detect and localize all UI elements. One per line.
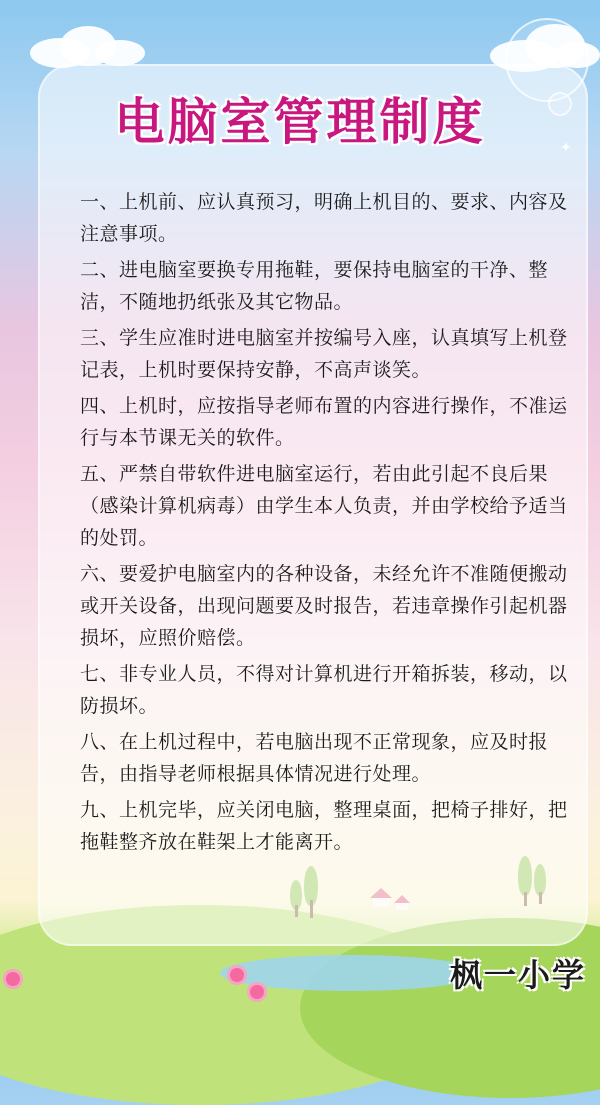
rules-list bbox=[80, 186, 570, 862]
page-title: 电脑室管理制度 bbox=[114, 93, 486, 151]
rule-item: 五、严禁自带软件进电脑室运行，若由此引起不良后果（感染计算机病毒）由学生本人负责，并由学校给予适当的处罚。 bbox=[80, 463, 568, 549]
flower-icon bbox=[250, 985, 264, 999]
school-name: 枫一小学 bbox=[449, 956, 586, 994]
rule-item: 二、进电脑室要换专用拖鞋，要保持电脑室的干净、整洁，不随地扔纸张及其它物品。 bbox=[80, 259, 549, 313]
rule-item: 六、要爱护电脑室内的各种设备，未经允许不准随便搬动或开关设备，出现问题要及时报告，若违章操作引起机器损坏，应照价赔偿。 bbox=[80, 563, 568, 649]
rule-item: 八、在上机过程中，若电脑出现不正常现象，应及时报告，由指导老师根据具体情况进行处理。 bbox=[80, 731, 549, 785]
rule-item: 七、非专业人员，不得对计算机进行开箱拆装，移动，以防损坏。 bbox=[80, 663, 568, 717]
rule-item: 九、上机完毕，应关闭电脑，整理桌面，把椅子排好，把拖鞋整齐放在鞋架上才能离开。 bbox=[80, 799, 568, 853]
rule-item: 三、学生应准时进电脑室并按编号入座，认真填写上机登记表，上机时要保持安静，不高声谈笑。 bbox=[80, 327, 568, 381]
flower-icon bbox=[6, 972, 20, 986]
flower-icon bbox=[230, 968, 244, 982]
rule-item: 一、上机前、应认真预习，明确上机目的、要求、内容及注意事项。 bbox=[80, 191, 568, 245]
rule-item: 四、上机时，应按指导老师布置的内容进行操作，不准运行与本节课无关的软件。 bbox=[80, 395, 568, 449]
